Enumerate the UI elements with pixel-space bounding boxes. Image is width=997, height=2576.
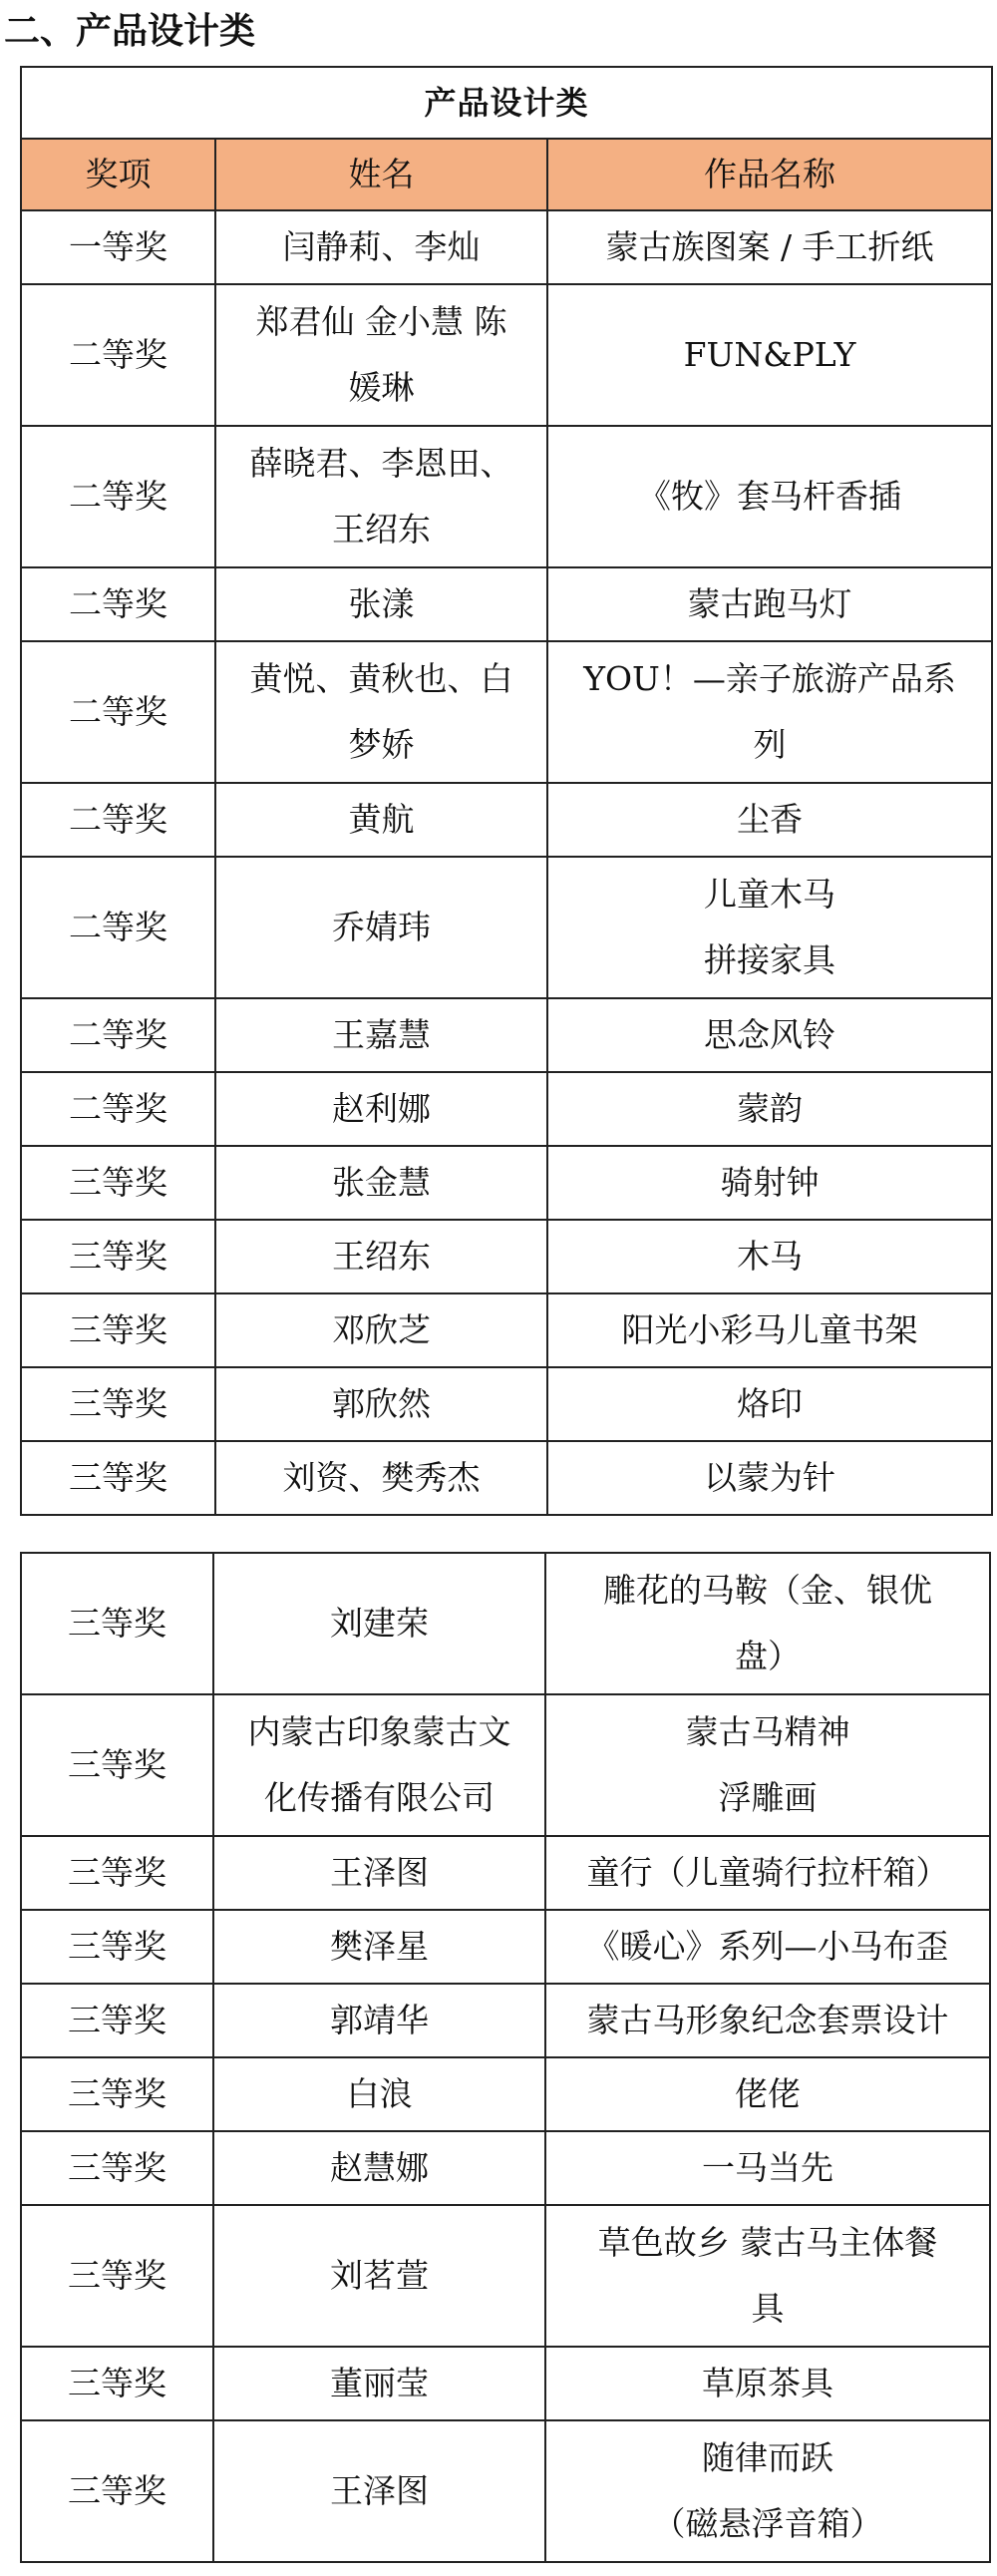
name-cell-text: 张漾: [348, 584, 415, 623]
award-cell-text: 二等奖: [69, 800, 167, 839]
column-header-work: 作品名称: [547, 139, 992, 210]
award-cell-text: 二等奖: [69, 335, 167, 374]
work-cell-text: 阳光小彩马儿童书架: [621, 1310, 918, 1349]
table-row: [21, 2131, 990, 2205]
award-cell: [21, 1910, 213, 1984]
name-cell-text: 董丽莹: [330, 2364, 429, 2402]
work-cell-text: 一马当先: [702, 2148, 833, 2187]
work-cell: [547, 783, 992, 857]
award-cell: [21, 2057, 213, 2131]
award-cell: [21, 783, 215, 857]
name-cell: [215, 998, 547, 1072]
name-cell-text: 王泽图: [330, 1853, 429, 1892]
award-cell-text: 三等奖: [69, 1163, 167, 1202]
name-cell-text: 樊泽星: [330, 1927, 429, 1966]
work-cell-text: 蒙古跑马灯: [687, 584, 852, 623]
work-cell: [545, 2057, 990, 2131]
work-cell: [545, 1836, 990, 1910]
table-caption: 产品设计类: [21, 67, 992, 139]
table-row: [21, 1984, 990, 2057]
award-cell-text: 三等奖: [68, 1604, 166, 1643]
name-cell: [213, 2347, 545, 2420]
award-cell-text: 三等奖: [69, 1237, 167, 1276]
name-cell: [213, 2131, 545, 2205]
name-cell-text: 邓欣芝: [332, 1310, 431, 1349]
award-cell: [21, 1367, 215, 1441]
award-cell: [21, 641, 215, 783]
name-cell-text: 白浪: [346, 2074, 413, 2113]
column-header-name: 姓名: [215, 139, 547, 210]
table-row: [21, 2420, 990, 2562]
name-cell-text: 郭欣然: [332, 1384, 431, 1423]
work-cell-text: YOU！—亲子旅游产品系 列: [583, 659, 956, 764]
table-row: [21, 1220, 992, 1293]
award-cell-text: 二等奖: [69, 477, 167, 516]
work-cell: [545, 1553, 990, 1694]
table-row: [21, 857, 992, 998]
name-cell: [215, 1220, 547, 1293]
work-cell-text: 随律而跃 （磁悬浮音箱）: [652, 2438, 883, 2543]
work-cell: [545, 1910, 990, 1984]
table-row: [21, 1553, 990, 1694]
name-cell-text: 乔婧玮: [332, 908, 431, 946]
work-cell: [545, 2131, 990, 2205]
table-row: [21, 426, 992, 567]
name-cell: [215, 857, 547, 998]
work-cell: [547, 998, 992, 1072]
award-cell: [21, 210, 215, 284]
name-cell: [215, 567, 547, 641]
name-cell-text: 薛晓君、李恩田、 王绍东: [249, 444, 513, 549]
work-cell-text: 蒙古族图案 / 手工折纸: [605, 227, 934, 266]
name-cell: [213, 1553, 545, 1694]
name-cell: [213, 1984, 545, 2057]
work-cell: [547, 857, 992, 998]
name-cell-text: 赵利娜: [332, 1089, 431, 1128]
work-cell: [545, 2347, 990, 2420]
table-row: [21, 284, 992, 426]
table-row: [21, 1293, 992, 1367]
name-cell: [215, 1293, 547, 1367]
work-cell-text: 童行（儿童骑行拉杆箱）: [586, 1853, 949, 1892]
table-row: [21, 1910, 990, 1984]
name-cell-text: 赵慧娜: [330, 2148, 429, 2187]
award-cell: [21, 1836, 213, 1910]
table-row: [21, 2205, 990, 2347]
work-cell-text: 蒙古马精神 浮雕画: [685, 1712, 850, 1817]
table-row: [21, 641, 992, 783]
table-row: [21, 1146, 992, 1220]
award-cell: [21, 1220, 215, 1293]
award-cell: [21, 426, 215, 567]
work-cell: [547, 1146, 992, 1220]
name-cell-text: 王嘉慧: [332, 1015, 431, 1054]
name-cell: [213, 1694, 545, 1836]
work-cell-text: FUN&PLY: [683, 335, 856, 374]
awards-table-top: [20, 66, 993, 1516]
name-cell: [215, 1072, 547, 1146]
award-cell: [21, 1072, 215, 1146]
work-cell: [545, 1984, 990, 2057]
table-row: [21, 783, 992, 857]
table-row: [21, 1367, 992, 1441]
work-cell-text: 蒙韵: [737, 1089, 804, 1128]
award-cell-text: 二等奖: [69, 1089, 167, 1128]
work-cell: [547, 567, 992, 641]
award-cell: [21, 567, 215, 641]
work-cell-text: 骑射钟: [720, 1163, 820, 1202]
award-cell-text: 三等奖: [69, 1458, 167, 1497]
work-cell-text: 草原茶具: [702, 2364, 833, 2402]
work-cell-text: 蒙古马形象纪念套票设计: [586, 2001, 949, 2039]
work-cell: [547, 1072, 992, 1146]
name-cell-text: 王绍东: [332, 1237, 431, 1276]
award-cell-text: 三等奖: [68, 2256, 166, 2295]
name-cell: [215, 641, 547, 783]
work-cell-text: 草色故乡 蒙古马主体餐 具: [597, 2223, 938, 2328]
column-header-award: 奖项: [21, 139, 215, 210]
work-cell: [545, 1694, 990, 1836]
award-cell: [21, 857, 215, 998]
award-cell-text: 三等奖: [68, 2001, 166, 2039]
name-cell-text: 内蒙古印象蒙古文 化传播有限公司: [247, 1712, 511, 1817]
work-cell-text: 《牧》套马杆香插: [638, 477, 902, 516]
name-cell: [213, 2057, 545, 2131]
award-cell-text: 三等奖: [68, 1927, 166, 1966]
award-cell: [21, 1293, 215, 1367]
table-row: [21, 1072, 992, 1146]
name-cell-text: 闫静莉、李灿: [282, 227, 481, 266]
award-cell-text: 二等奖: [69, 692, 167, 731]
name-cell: [215, 1441, 547, 1515]
name-cell-text: 郭靖华: [330, 2001, 429, 2039]
work-cell: [547, 210, 992, 284]
work-cell: [547, 1441, 992, 1515]
award-cell: [21, 1146, 215, 1220]
section-title: 二、产品设计类: [4, 11, 256, 52]
name-cell: [215, 1146, 547, 1220]
table-row: [21, 567, 992, 641]
table-row: [21, 1441, 992, 1515]
table-header-row: [21, 139, 992, 210]
work-cell: [547, 1220, 992, 1293]
award-cell-text: 三等奖: [68, 1853, 166, 1892]
name-cell-text: 张金慧: [332, 1163, 431, 1202]
award-cell-text: 一等奖: [69, 227, 167, 266]
name-cell: [213, 1836, 545, 1910]
award-cell-text: 二等奖: [69, 1015, 167, 1054]
work-cell: [545, 2205, 990, 2347]
work-cell-text: 尘香: [737, 800, 804, 839]
award-cell: [21, 1553, 213, 1694]
award-cell-text: 三等奖: [68, 1745, 166, 1784]
award-cell-text: 二等奖: [69, 908, 167, 946]
name-cell: [213, 1910, 545, 1984]
work-cell: [547, 1367, 992, 1441]
award-cell: [21, 1441, 215, 1515]
name-cell-text: 刘建荣: [330, 1604, 429, 1643]
award-cell: [21, 2347, 213, 2420]
award-cell: [21, 998, 215, 1072]
name-cell: [215, 426, 547, 567]
work-cell: [547, 641, 992, 783]
work-cell-text: 思念风铃: [704, 1015, 836, 1054]
award-cell: [21, 1694, 213, 1836]
table-row: [21, 210, 992, 284]
work-cell: [547, 426, 992, 567]
table-row: [21, 1836, 990, 1910]
work-cell-text: 《暖心》系列—小马布歪: [586, 1927, 949, 1966]
work-cell-text: 木马: [737, 1237, 804, 1276]
name-cell: [215, 210, 547, 284]
table-caption-row: [21, 67, 992, 139]
name-cell: [215, 1367, 547, 1441]
award-cell: [21, 2205, 213, 2347]
work-cell-text: 烙印: [737, 1384, 804, 1423]
work-cell-text: 以蒙为针: [704, 1458, 836, 1497]
table-row: [21, 1694, 990, 1836]
name-cell-text: 郑君仙 金小慧 陈 媛琳: [255, 302, 507, 407]
name-cell: [213, 2420, 545, 2562]
award-cell: [21, 2131, 213, 2205]
name-cell-text: 刘茗萱: [330, 2256, 429, 2295]
table-row: [21, 2347, 990, 2420]
award-cell-text: 三等奖: [68, 2074, 166, 2113]
work-cell: [545, 2420, 990, 2562]
work-cell: [547, 284, 992, 426]
award-cell-text: 三等奖: [68, 2364, 166, 2402]
name-cell: [215, 783, 547, 857]
award-cell-text: 二等奖: [69, 584, 167, 623]
table-row: [21, 2057, 990, 2131]
table-row: [21, 998, 992, 1072]
award-cell: [21, 1984, 213, 2057]
award-cell-text: 三等奖: [69, 1310, 167, 1349]
name-cell-text: 刘资、樊秀杰: [282, 1458, 481, 1497]
award-cell-text: 三等奖: [68, 2471, 166, 2510]
work-cell-text: 儿童木马 拼接家具: [704, 875, 836, 979]
award-cell: [21, 2420, 213, 2562]
name-cell: [213, 2205, 545, 2347]
work-cell-text: 雕花的马鞍（金、银优 盘）: [603, 1571, 932, 1675]
awards-table-bottom: [20, 1552, 991, 2563]
name-cell-text: 黄航: [348, 800, 415, 839]
award-cell-text: 三等奖: [69, 1384, 167, 1423]
name-cell-text: 王泽图: [330, 2471, 429, 2510]
work-cell-text: 佬佬: [735, 2074, 801, 2113]
award-cell-text: 三等奖: [68, 2148, 166, 2187]
work-cell: [547, 1293, 992, 1367]
name-cell: [215, 284, 547, 426]
award-cell: [21, 284, 215, 426]
name-cell-text: 黄悦、黄秋也、白 梦娇: [249, 659, 513, 764]
